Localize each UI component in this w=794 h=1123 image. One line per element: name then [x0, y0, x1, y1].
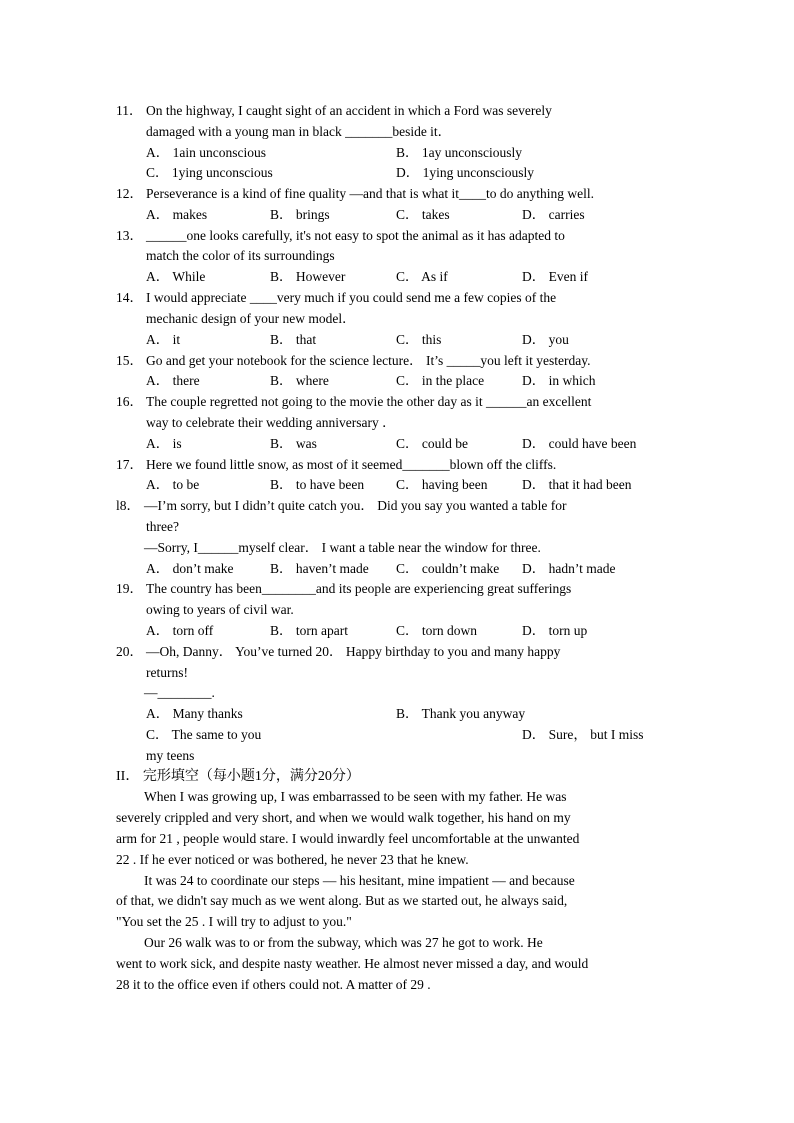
question-text: match the color of its surroundings	[146, 248, 335, 263]
option-a: A． don’t make	[146, 561, 234, 576]
option-a: A． While	[146, 269, 206, 284]
passage-line: "You set the 25 . I will try to adjust to you."	[116, 914, 352, 929]
passage-line: It was 24 to coordinate our steps — his hesitant, mine impatient — and because	[144, 873, 575, 888]
question-text: Perseverance is a kind of fine quality —and that is what it____to do anything well.	[146, 186, 595, 201]
question-text: —I’m sorry, but I didn’t quite catch you． Did you say you wanted a table for	[144, 498, 567, 513]
question-number: 20．	[116, 644, 143, 659]
question-number: 11．	[116, 103, 143, 118]
question-text: owing to years of civil war.	[146, 602, 294, 617]
option-b: B． where	[270, 373, 329, 388]
option-b: B． Thank you anyway	[396, 706, 526, 721]
option-d: D． hadn’t made	[522, 561, 616, 576]
option-d: D． carries	[522, 207, 585, 222]
option-c: C． could be	[396, 436, 468, 451]
question-text: Here we found little snow, as most of it seemed_______blown off the cliffs.	[146, 457, 557, 472]
option-d: D． that it had been	[522, 477, 632, 492]
option-d: D． you	[522, 332, 569, 347]
option-d: D． could have been	[522, 436, 637, 451]
question-number: 14．	[116, 290, 143, 305]
option-b: B． brings	[270, 207, 330, 222]
passage-line: arm for 21 , people would stare. I would inwardly feel uncomfortable at the unwanted	[116, 831, 580, 846]
question-text: —Sorry, I______myself clear． I want a table near the window for three.	[144, 540, 541, 555]
option-b: B． torn apart	[270, 623, 348, 638]
option-c: C． torn down	[396, 623, 477, 638]
option-a: A． Many thanks	[146, 706, 243, 721]
option-c: C． in the place	[396, 373, 485, 388]
option-b: B． However	[270, 269, 346, 284]
question-text: three?	[146, 519, 179, 534]
option-c: C． having been	[396, 477, 488, 492]
question-text: The country has been________and its people are experiencing great sufferings	[146, 581, 572, 596]
question-text: —Oh, Danny． You’ve turned 20． Happy birthday to you and many happy	[146, 644, 561, 659]
passage-line: severely crippled and very short, and when we would walk together, his hand on my	[116, 810, 571, 825]
question-text: ______one looks carefully, it's not easy to spot the animal as it has adapted to	[146, 228, 565, 243]
section-heading: II． 完形填空（每小题1分，满分20分）	[116, 769, 360, 784]
option-b: B． was	[270, 436, 317, 451]
option-c: C． 1ying unconscious	[146, 165, 273, 180]
option-d: D． Even if	[522, 269, 588, 284]
option-c: C． As if	[396, 269, 448, 284]
passage-line: When I was growing up, I was embarrassed to be seen with my father. He was	[144, 789, 567, 804]
option-b: B． to have been	[270, 477, 365, 492]
question-number: 16．	[116, 394, 143, 409]
question-text: damaged with a young man in black _______beside it．	[146, 124, 452, 139]
option-a: A． 1ain unconscious	[146, 145, 266, 160]
passage-line: Our 26 walk was to or from the subway, which was 27 he got to work. He	[144, 935, 543, 950]
option-d: D． in which	[522, 373, 596, 388]
question-text: On the highway, I caught sight of an accident in which a Ford was severely	[146, 103, 552, 118]
option-b: B． that	[270, 332, 317, 347]
option-a: A． torn off	[146, 623, 214, 638]
option-d-continued: my teens	[146, 748, 195, 763]
option-b: B． 1ay unconsciously	[396, 145, 522, 160]
option-a: A． is	[146, 436, 182, 451]
question-text: —________.	[144, 685, 215, 700]
question-text: way to celebrate their wedding anniversary ．	[146, 415, 396, 430]
option-d: D． 1ying unconsciously	[396, 165, 534, 180]
option-a: A． there	[146, 373, 200, 388]
question-text: I would appreciate ____very much if you could send me a few copies of the	[146, 290, 557, 305]
passage-line: 22 . If he ever noticed or was bothered, he never 23 that he knew.	[116, 852, 469, 867]
question-text: Go and get your notebook for the science lecture． It’s _____you left it yesterday.	[146, 353, 591, 368]
option-c: C． this	[396, 332, 442, 347]
option-c: C． couldn’t make	[396, 561, 500, 576]
passage-line: 28 it to the office even if others could not. A matter of 29 .	[116, 977, 431, 992]
option-a: A． makes	[146, 207, 208, 222]
question-number: 15．	[116, 353, 143, 368]
passage-line: went to work sick, and despite nasty weather. He almost never missed a day, and would	[116, 956, 589, 971]
question-text: The couple regretted not going to the movie the other day as it ______an excellent	[146, 394, 592, 409]
option-a: A． it	[146, 332, 181, 347]
question-number: 13．	[116, 228, 143, 243]
question-number: 17．	[116, 457, 143, 472]
question-number: 12．	[116, 186, 143, 201]
passage-line: of that, we didn't say much as we went along. But as we started out, he always said,	[116, 893, 568, 908]
option-a: A． to be	[146, 477, 200, 492]
question-number: l8．	[116, 498, 141, 513]
option-b: B． haven’t made	[270, 561, 369, 576]
option-d: D． torn up	[522, 623, 588, 638]
option-c: C． The same to you	[146, 727, 262, 742]
question-text: mechanic design of your new model．	[146, 311, 356, 326]
question-number: 19．	[116, 581, 143, 596]
option-c: C． takes	[396, 207, 450, 222]
question-text: returns!	[146, 665, 188, 680]
option-d: D． Sure， but I miss	[522, 727, 644, 742]
